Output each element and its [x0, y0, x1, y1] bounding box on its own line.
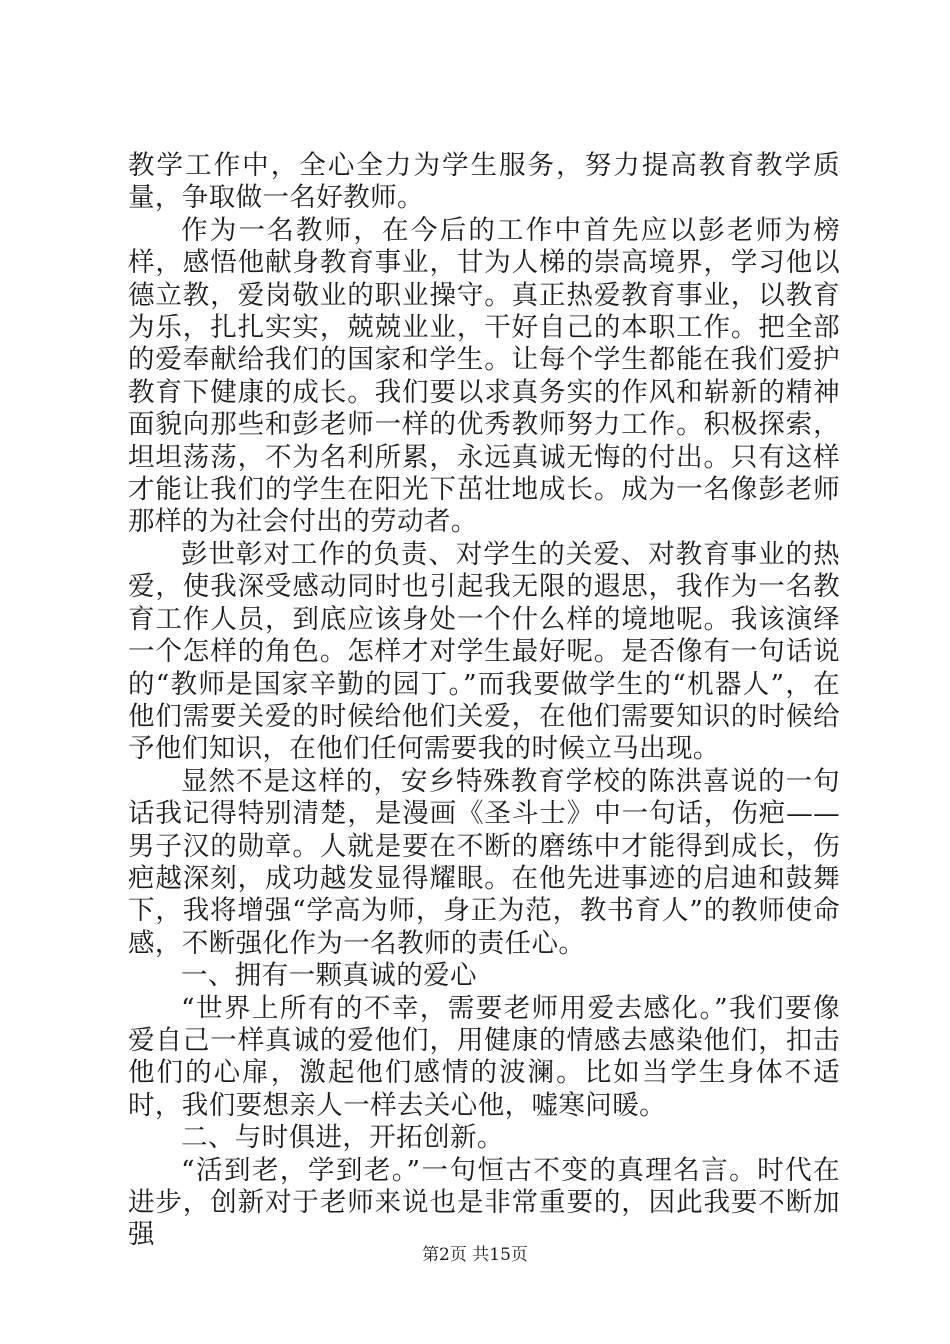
paragraph-1: 教学工作中，全心全力为学生服务，努力提高教育教学质量，争取做一名好教师。 — [128, 150, 840, 214]
paragraph-2: 作为一名教师，在今后的工作中首先应以彭老师为榜样，感悟他献身教育事业，甘为人梯的崇高境界，学习他以德立教，爱岗敬业的职业操守。真正热爱教育事业，以教育为乐，扎扎实实，兢兢业业，干好自己的本职工作。把全部的爱奉献给我们的国家和学生。让每个学生都能在我们爱护教育下健康的成长。我们要以求真务实的作风和崭新的精神面貌向那些和彭老师一样的优秀教师努力工作。积极探索，坦坦荡荡，不为名利所累，永远真诚无悔的付出。只有这样才能让我们的学生在阳光下茁壮地成长。成为一名像彭老师那样的为社会付出的劳动者。 — [128, 214, 840, 538]
section-heading-2: 二、与时俱进，开拓创新。 — [181, 1122, 504, 1154]
section-heading-1: 一、拥有一颗真诚的爱心 — [181, 960, 477, 992]
page-number-footer: 第2页 共15页 — [422, 1245, 528, 1265]
document-body — [128, 150, 840, 1252]
paragraph-6: “活到老，学到老。”一句恒古不变的真理名言。时代在进步，创新对于老师来说也是非常重要的，因此我要不断加强 — [128, 1154, 840, 1251]
paragraph-5: “世界上所有的不幸，需要老师用爱去感化。”我们要像爱自己一样真诚的爱他们，用健康的情感去感染他们，扣击他们的心扉，激起他们感情的波澜。比如当学生身体不适时，我们要想亲人一样去关心他，嘘寒问暖。 — [128, 992, 840, 1121]
paragraph-3: 彭世彰对工作的负责、对学生的关爱、对教育事业的热爱，使我深受感动同时也引起我无限的遐思，我作为一名教育工作人员，到底应该身处一个什么样的境地呢。我该演绎一个怎样的角色。怎样才对学生最好呢。是否像有一句话说的“教师是国家辛勤的园丁。”而我要做学生的“机器人”，在他们需要关爱的时候给他们关爱，在他们需要知识的时候给予他们知识，在他们任何需要我的时候立马出现。 — [128, 538, 840, 765]
paragraph-4: 显然不是这样的，安乡特殊教育学校的陈洪喜说的一句话我记得特别清楚，是漫画《圣斗士》中一句话，伤疤——男子汉的勋章。人就是要在不断的磨练中才能得到成长，伤疤越深刻，成功越发显得耀眼。在他先进事迹的启迪和鼓舞下，我将增强“学高为师，身正为范，教书育人”的教师使命感，不断强化作为一名教师的责任心。 — [128, 765, 840, 959]
